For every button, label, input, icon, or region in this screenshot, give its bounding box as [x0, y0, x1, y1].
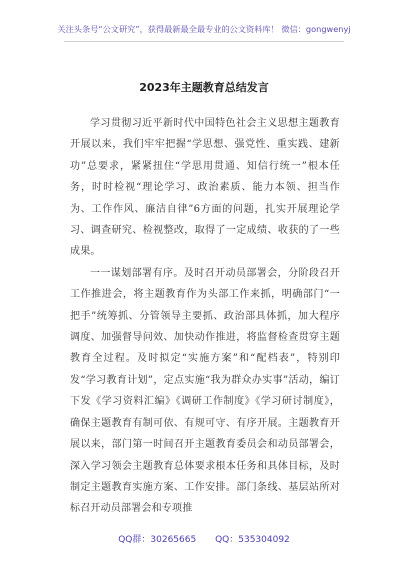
- document-body: [70, 113, 340, 520]
- paragraph-intro: 学习贯彻习近平新时代中国特色社会主义思想主题教育开展以来，我们牢牢把握“学思想、强党性、重实践、建新功”总要求，紧紧扭住“学思用贯通、知信行统一”根本任务，时时检视“理论学习、政治素质、能力本领、担当作为、工作作风、廉洁自律”6方面的问题，扎实开展理论学习、调查研究、检视整改，取得了一定成绩、收获的了一些成果。: [70, 118, 340, 258]
- footer-qq-number: QQ：535304092: [215, 535, 290, 545]
- header-divider: [64, 41, 344, 42]
- paragraph-planning: 一一谋划部署有序。及时召开动员部署会，分阶段召开工作推进会，将主题教育作为头部工作来抓，明确部门“一把手”统筹抓、分管领导主要抓、政治部具体抓，加大程序调度、加强督导问效、加快动作推进，将监督检查贯穿主题教育全过程。及时拟定“实施方案”和“配档表”，特别印发“学习教育计划”，定点实施“我为群众办实事”活动，编订下发《学习资料汇编》《调研工作制度》《学习研讨制度》，确保主题教育有制可依、有规可守、有序开展。主题教育开展以来，部门第一时间召开主题教育委员会和动员部署会，深入学习领会主题教育总体要求根本任务和具体目标，及时制定主题教育实施方案、工作安排。部门条线、基层站所对标召开动员部署会和专项推: [70, 267, 340, 515]
- footer-qq-group: QQ群：30265665: [118, 535, 197, 545]
- footer-contact: [0, 534, 408, 546]
- document-title: 2023年主题教育总结发言: [139, 81, 269, 94]
- header-notice: 关注头条号“公文研究”，获得最新最全最专业的公文资料库！ 微信：gongwenyj: [57, 24, 351, 34]
